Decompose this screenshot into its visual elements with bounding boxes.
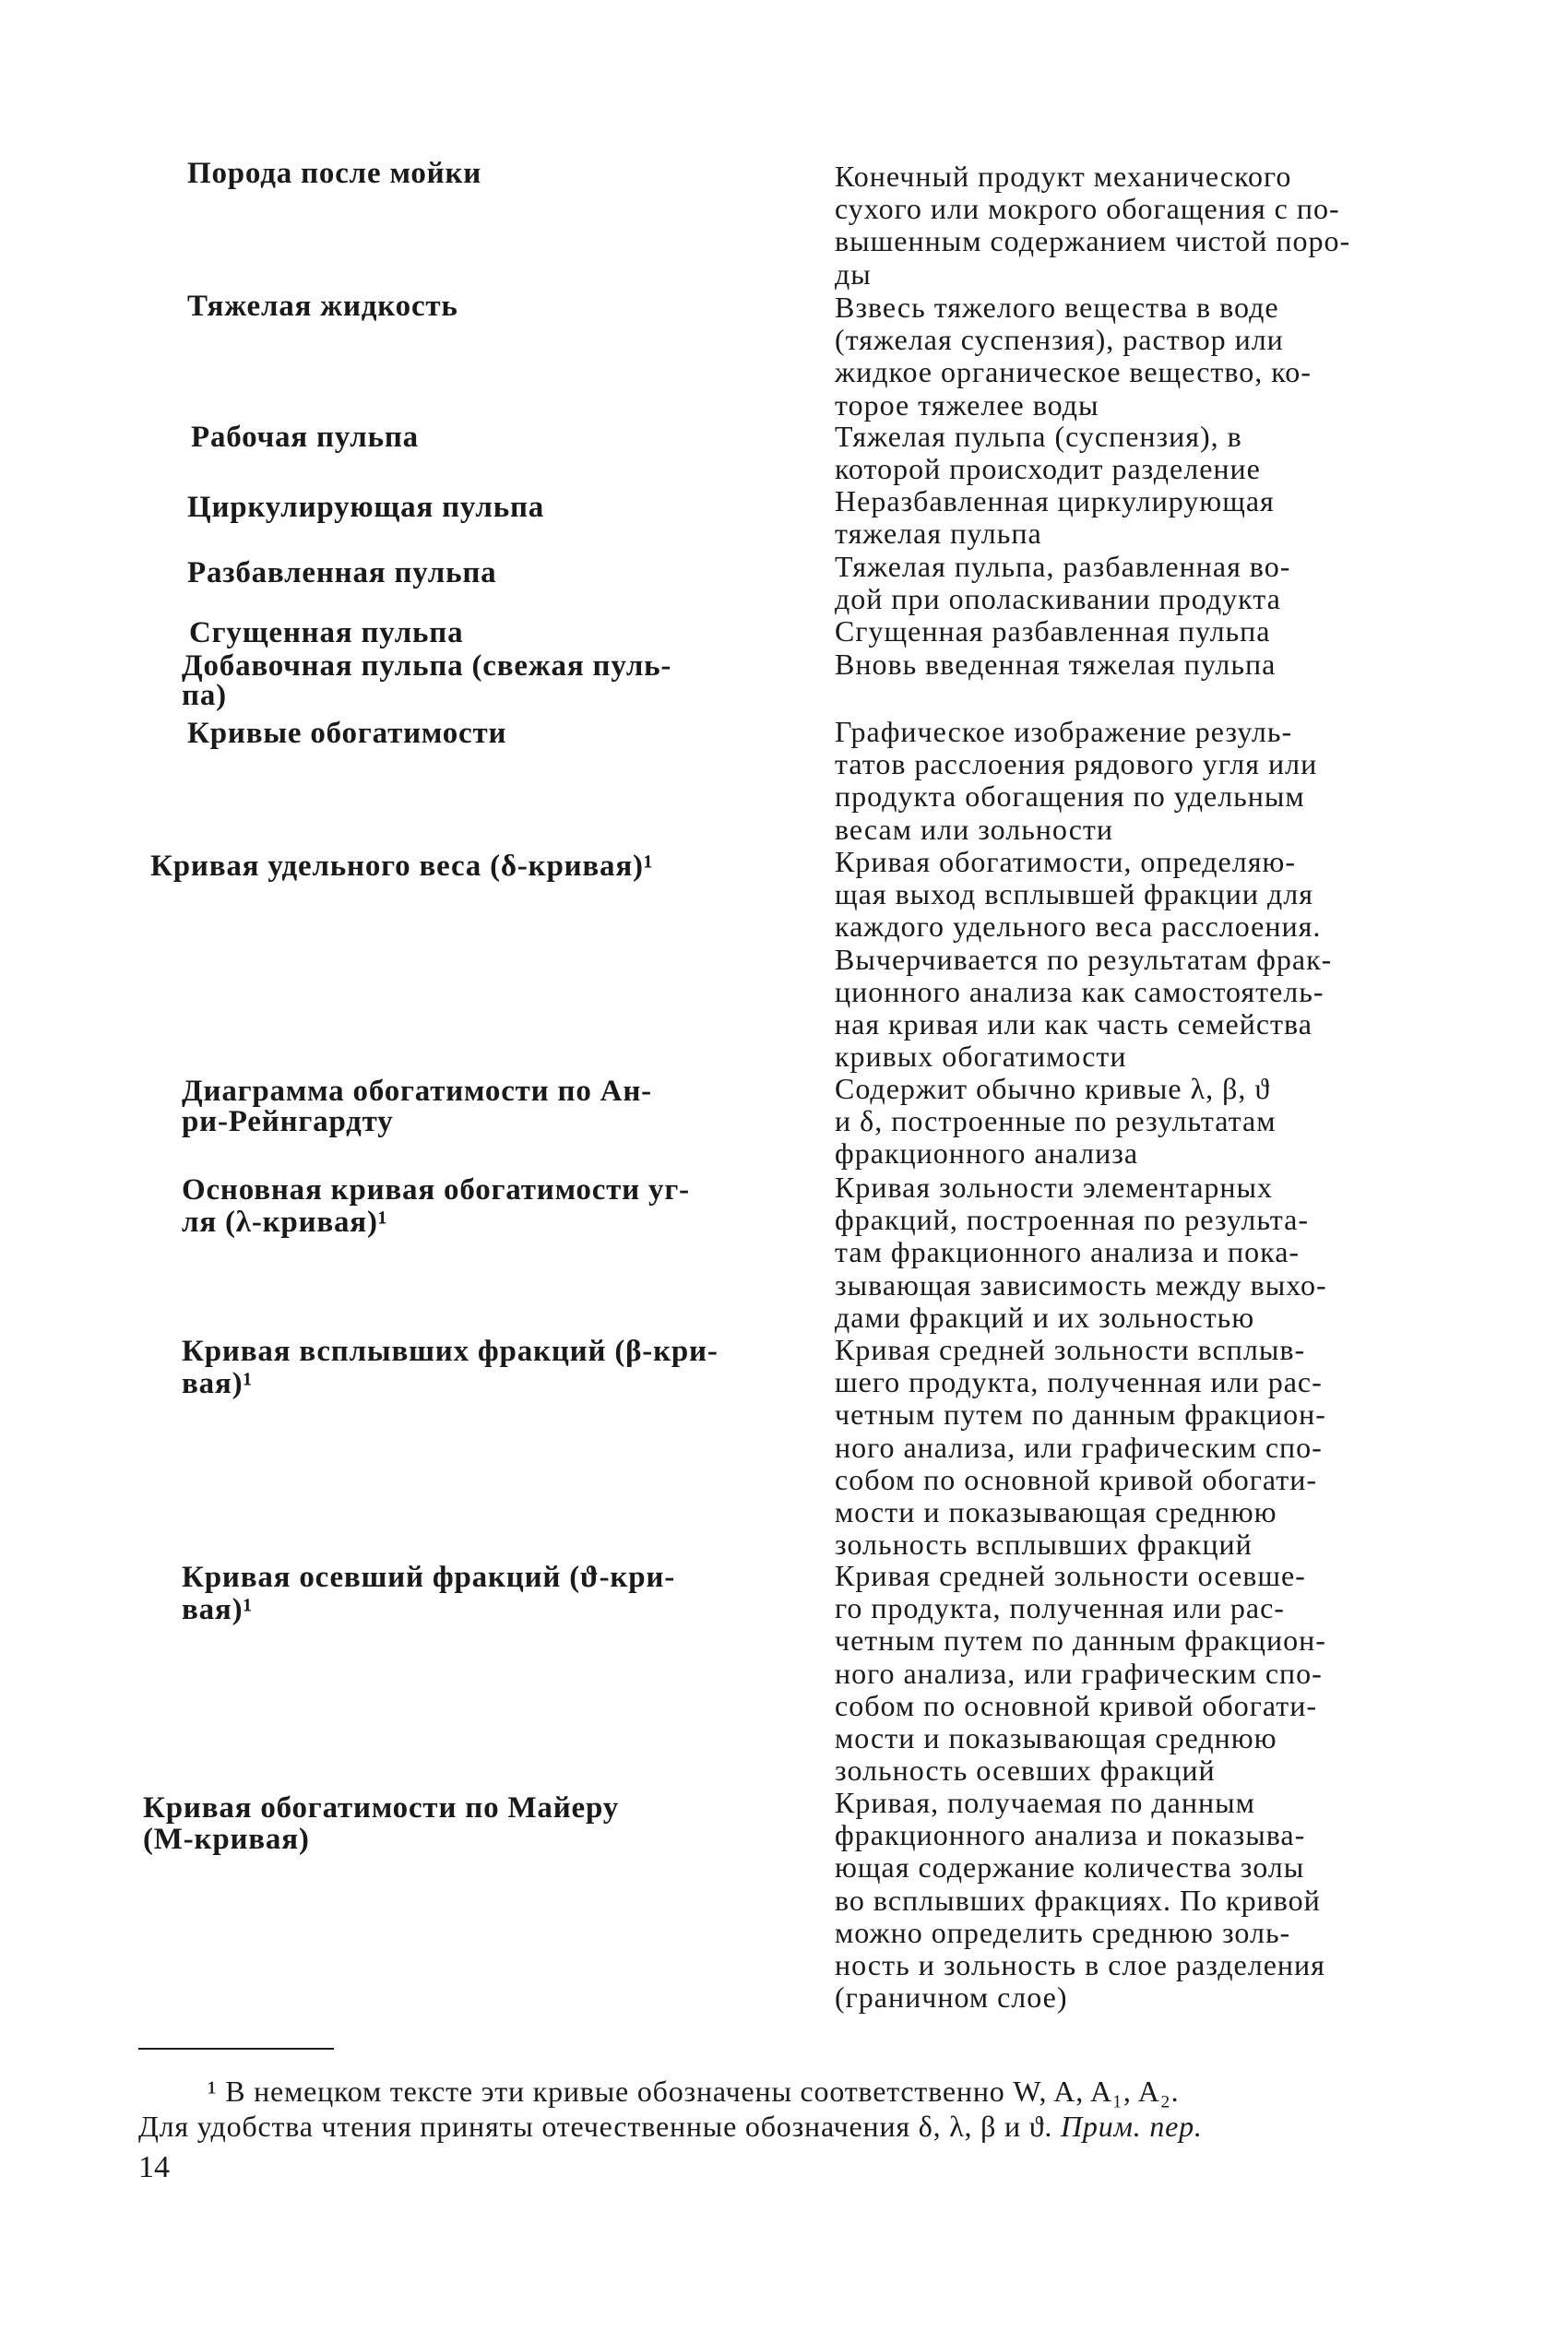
definition-6: Вновь введенная тяжелая пульпа — [835, 648, 1277, 681]
footnote-divider — [138, 2048, 334, 2050]
definition-10: Кривая зольности элементарных фракций, построенная по результа- там фракционного анализа и пока- зывающая зависимость между выхо- дами фракций и их зольностью — [835, 1171, 1327, 1334]
translator-note: Прим. пер. — [1060, 2110, 1203, 2143]
definition-2: Тяжелая пульпа (суспензия), в которой происходит разделение — [835, 420, 1261, 486]
definition-5: Сгущенная разбавленная пульпа — [835, 614, 1271, 648]
definition-8: Кривая обогатимости, определяю- щая выход всплывшей фракции для каждого удельного веса расслоения. Вычерчивается по результатам фрак- ционного анализа как самостоятель- ная кривая или как часть семейства кривых обогатимости — [835, 845, 1333, 1074]
definition-11: Кривая средней зольности всплыв- шего продукта, полученная или рас- четным путем по данным фракцион- ного анализа, или графическим спо- собом по основной кривой обогати- мости и показывающая среднюю зольность всплывших фракций — [835, 1333, 1326, 1562]
term-8: Кривая удельного веса (δ-кривая)¹ — [150, 850, 654, 883]
definition-0: Конечный продукт механического сухого или мокрого обогащения с по- вышенным содержанием чистой поро- ды — [835, 160, 1351, 291]
term-1: Тяжелая жидкость — [187, 290, 458, 323]
definition-13: Кривая, получаемая по данным фракционного анализа и показыва- ющая содержание количества золы во всплывших фракциях. По кривой можно определить среднюю золь- ность и зольность в слое разделения (граничном слое) — [835, 1786, 1325, 2015]
term-2: Рабочая пульпа — [191, 421, 419, 454]
definition-9: Содержит обычно кривые λ, β, ϑ и δ, построенные по результатам фракционного анализа — [835, 1072, 1277, 1171]
footnote-line-1: ¹ В немецком тексте эти кривые обозначены соответственно W, A, A₁, A₂. — [208, 2075, 1180, 2108]
definition-7: Графическое изображение резуль- татов расслоения рядового угля или продукта обогащения по удельным весам или зольности — [835, 715, 1318, 846]
term-12: Кривая осевший фракций (ϑ-кри- вая)¹ — [182, 1561, 675, 1626]
term-3: Циркулирующая пульпа — [187, 491, 545, 524]
page-number: 14 — [138, 2150, 170, 2184]
term-4: Разбавленная пульпа — [187, 556, 497, 589]
term-9: Диаграмма обогатимости по Ан- ри-Рейнгардту — [182, 1075, 652, 1138]
footnote-line-2 — [138, 2109, 1430, 2144]
term-10: Основная кривая обогатимости уг- ля (λ-кривая)¹ — [182, 1173, 690, 1239]
definition-4: Тяжелая пульпа, разбавленная во- дой при ополаскивании продукта — [835, 550, 1291, 616]
definition-3: Неразбавленная циркулирующая тяжелая пульпа — [835, 484, 1275, 551]
term-0: Порода после мойки — [187, 157, 482, 190]
term-7: Кривые обогатимости — [187, 717, 507, 750]
term-6: Добавочная пульпа (свежая пуль- па) — [182, 649, 672, 712]
definition-12: Кривая средней зольности осевше- го продукта, полученная или рас- четным путем по данным фракцион- ного анализа, или графическим спо- собом по основной кривой обогати- мости и показывающая среднюю зольность осевших фракций — [835, 1559, 1326, 1788]
term-5: Сгущенная пульпа — [189, 616, 464, 649]
term-13: Кривая обогатимости по Майеру (М-кривая) — [143, 1791, 619, 1856]
footnote-line-2-text: Для удобства чтения приняты отечественные обозначения δ, λ, β и ϑ. — [138, 2110, 1061, 2143]
definition-1: Взвесь тяжелого вещества в воде (тяжелая суспензия), раствор или жидкое органическое вещество, ко- торое тяжелее воды — [835, 291, 1312, 422]
term-11: Кривая всплывших фракций (β-кри- вая)¹ — [182, 1335, 719, 1400]
